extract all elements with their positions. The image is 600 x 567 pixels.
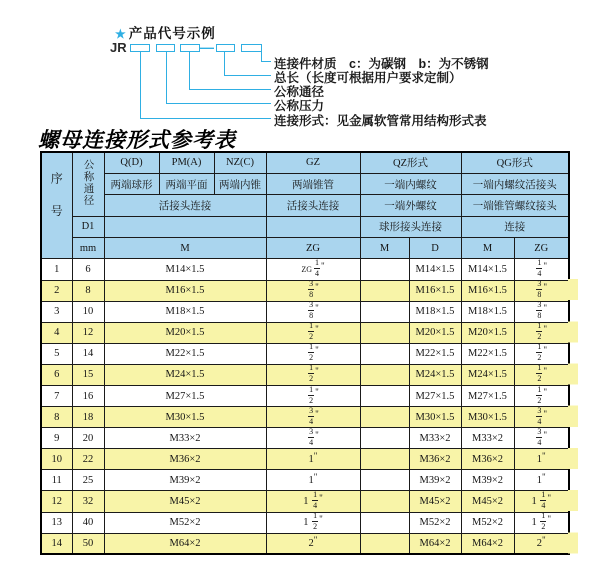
qz-m-cell [360, 533, 409, 554]
col-header-qz-unit1: M [360, 238, 409, 259]
qg-zg-cell: $\frac{1}{2}$ " [514, 386, 569, 407]
m-cell: M20×1.5 [104, 322, 266, 343]
qz-d-cell: M36×2 [409, 449, 461, 470]
qz-m-cell [360, 343, 409, 364]
col-header-union-conn: 活接头连接 [104, 195, 266, 216]
dn-cell: 12 [72, 322, 104, 343]
m-cell: M64×2 [104, 533, 266, 554]
empty-cell [104, 216, 266, 237]
qg-m-cell: M36×2 [461, 449, 514, 470]
col-header-qz-desc1: 一端内螺纹 [360, 173, 461, 194]
dn-cell: 14 [72, 343, 104, 364]
col-header-qz-desc2: 一端外螺纹 [360, 195, 461, 216]
seq-cell: 5 [41, 343, 72, 364]
qz-d-cell: M39×2 [409, 470, 461, 491]
dash-icon: — [200, 39, 214, 55]
table-row [41, 322, 569, 343]
code-label-length: 总长（长度可根据用户要求定制） [274, 71, 462, 85]
qz-m-cell [360, 301, 409, 322]
qg-zg-cell: $\frac{1}{4}$ " [514, 259, 569, 280]
col-header-gz-desc: 两端锥管 [266, 173, 360, 194]
table-row [41, 364, 569, 385]
col-header-union-unit: M [104, 238, 266, 259]
seq-cell: 14 [41, 533, 72, 554]
qg-zg-cell: $\frac{3}{8}$ " [514, 280, 569, 301]
col-header-dn [72, 152, 104, 216]
qz-m-cell [360, 280, 409, 301]
seq-cell: 6 [41, 364, 72, 385]
m-cell: M36×2 [104, 449, 266, 470]
qz-d-cell: M45×2 [409, 491, 461, 512]
row-highlight-bleed [568, 258, 578, 554]
qg-m-cell: M16×1.5 [461, 280, 514, 301]
qz-d-cell: M27×1.5 [409, 386, 461, 407]
qz-m-cell [360, 512, 409, 533]
code-box-3 [180, 44, 200, 52]
qz-d-cell: M16×1.5 [409, 280, 461, 301]
qg-zg-cell: $\frac{3}{4}$ " [514, 407, 569, 428]
qz-d-cell: M52×2 [409, 512, 461, 533]
qg-m-cell: M20×1.5 [461, 322, 514, 343]
code-box-4 [216, 44, 235, 52]
code-box-2 [156, 44, 175, 52]
qg-zg-cell: 1" [514, 470, 569, 491]
col-header-seq [41, 152, 72, 259]
seq-cell: 1 [41, 259, 72, 280]
gz-cell: 1 $\frac{1}{2}$ " [266, 512, 360, 533]
dn-cell: 20 [72, 428, 104, 449]
seq-cell: 9 [41, 428, 72, 449]
header-row-4 [41, 216, 569, 237]
seq-cell: 2 [41, 280, 72, 301]
qg-zg-cell: 1 $\frac{1}{4}$ " [514, 491, 569, 512]
col-header-q-desc: 两端球形 [104, 173, 159, 194]
m-cell: M45×2 [104, 491, 266, 512]
header-row-5 [41, 238, 569, 259]
code-box-1 [130, 44, 150, 52]
gz-cell: 1" [266, 449, 360, 470]
qz-m-cell [360, 491, 409, 512]
gz-cell: $\frac{3}{8}$ " [266, 301, 360, 322]
col-header-dn-text: 公称通径 [82, 159, 94, 207]
seq-cell: 3 [41, 301, 72, 322]
table-row [41, 470, 569, 491]
dn-cell: 50 [72, 533, 104, 554]
qz-d-cell: M64×2 [409, 533, 461, 554]
seq-cell: 4 [41, 322, 72, 343]
qg-m-cell: M22×1.5 [461, 343, 514, 364]
table-row [41, 386, 569, 407]
qz-d-cell: M30×1.5 [409, 407, 461, 428]
qg-m-cell: M24×1.5 [461, 364, 514, 385]
code-prefix: JR [110, 40, 127, 55]
col-header-q-code: Q(D) [104, 152, 159, 173]
code-box-5 [241, 44, 262, 52]
dn-cell: 25 [72, 470, 104, 491]
m-cell: M18×1.5 [104, 301, 266, 322]
dn-cell: 18 [72, 407, 104, 428]
col-header-mm: mm [72, 238, 104, 259]
gz-cell: $\frac{3}{4}$ " [266, 428, 360, 449]
qg-m-cell: M39×2 [461, 470, 514, 491]
gz-cell: 1" [266, 470, 360, 491]
qg-m-cell: M45×2 [461, 491, 514, 512]
code-label-material: 连接件材质 c：为碳钢 b：为不锈钢 [274, 57, 489, 71]
qz-m-cell [360, 364, 409, 385]
qg-zg-cell: 2" [514, 533, 569, 554]
qg-zg-cell: 1" [514, 449, 569, 470]
qz-d-cell: M14×1.5 [409, 259, 461, 280]
gz-cell: $\frac{1}{2}$ " [266, 322, 360, 343]
col-header-qg-conn: 连接 [461, 216, 569, 237]
code-label-diameter: 公称通径 [274, 85, 325, 99]
nut-connection-reference-table [40, 151, 570, 555]
col-header-qz-unit2: D [409, 238, 461, 259]
qg-zg-cell: $\frac{1}{2}$ " [514, 364, 569, 385]
table-row [41, 343, 569, 364]
col-header-qg-code: QG形式 [461, 152, 569, 173]
table-row [41, 449, 569, 470]
qg-m-cell: M64×2 [461, 533, 514, 554]
gz-cell: 1 $\frac{1}{4}$ " [266, 491, 360, 512]
qz-d-cell: M22×1.5 [409, 343, 461, 364]
seq-cell: 8 [41, 407, 72, 428]
qg-zg-cell: $\frac{3}{4}$ " [514, 428, 569, 449]
table-row [41, 491, 569, 512]
gz-cell: 2" [266, 533, 360, 554]
qz-m-cell [360, 470, 409, 491]
seq-cell: 13 [41, 512, 72, 533]
qz-d-cell: M18×1.5 [409, 301, 461, 322]
qz-d-cell: M33×2 [409, 428, 461, 449]
qz-m-cell [360, 259, 409, 280]
gz-cell: $\frac{1}{2}$ " [266, 364, 360, 385]
gz-cell: $\frac{1}{2}$ " [266, 343, 360, 364]
table-row [41, 259, 569, 280]
col-header-gz-unit: ZG [266, 238, 360, 259]
col-header-gz-code: GZ [266, 152, 360, 173]
header-row-3 [41, 195, 569, 216]
qg-zg-cell: $\frac{1}{2}$ " [514, 322, 569, 343]
code-label-pressure: 公称压力 [274, 99, 325, 113]
col-header-pm-desc: 两端平面 [159, 173, 214, 194]
table-row [41, 428, 569, 449]
m-cell: M52×2 [104, 512, 266, 533]
col-header-pm-code: PM(A) [159, 152, 214, 173]
header-row-1 [41, 152, 569, 173]
col-header-d1: D1 [72, 216, 104, 237]
dn-cell: 10 [72, 301, 104, 322]
dn-cell: 40 [72, 512, 104, 533]
qg-m-cell: M27×1.5 [461, 386, 514, 407]
dn-cell: 15 [72, 364, 104, 385]
header-row-2 [41, 173, 569, 194]
connector-line-form [140, 52, 271, 119]
m-cell: M30×1.5 [104, 407, 266, 428]
qz-m-cell [360, 407, 409, 428]
qg-m-cell: M18×1.5 [461, 301, 514, 322]
col-header-qg-unit2: ZG [514, 238, 569, 259]
col-header-nz-code: NZ(C) [214, 152, 266, 173]
table-row [41, 512, 569, 533]
gz-cell: $\frac{3}{4}$ " [266, 407, 360, 428]
code-label-form: 连接形式：见金属软管常用结构形式表 [274, 114, 487, 128]
table-title: 螺母连接形式参考表 [38, 128, 236, 152]
m-cell: M33×2 [104, 428, 266, 449]
col-header-qg-desc2: 一端锥管螺纹接头 [461, 195, 569, 216]
gz-cell: $\frac{1}{2}$ " [266, 386, 360, 407]
m-cell: M22×1.5 [104, 343, 266, 364]
qg-m-cell: M14×1.5 [461, 259, 514, 280]
dn-cell: 6 [72, 259, 104, 280]
seq-cell: 12 [41, 491, 72, 512]
dn-cell: 32 [72, 491, 104, 512]
seq-cell: 11 [41, 470, 72, 491]
qz-m-cell [360, 449, 409, 470]
col-header-qz-code: QZ形式 [360, 152, 461, 173]
m-cell: M14×1.5 [104, 259, 266, 280]
qg-m-cell: M30×1.5 [461, 407, 514, 428]
qz-m-cell [360, 428, 409, 449]
dn-cell: 8 [72, 280, 104, 301]
qz-m-cell [360, 386, 409, 407]
qz-d-cell: M24×1.5 [409, 364, 461, 385]
empty-cell [266, 216, 360, 237]
dn-cell: 22 [72, 449, 104, 470]
col-header-qg-desc1: 一端内螺纹活接头 [461, 173, 569, 194]
star-icon: ★ [115, 27, 127, 41]
gz-cell: $\frac{3}{8}$ " [266, 280, 360, 301]
table-row [41, 407, 569, 428]
gz-cell: ZG $\frac{1}{4}$ " [266, 259, 360, 280]
qg-zg-cell: $\frac{1}{2}$ " [514, 343, 569, 364]
qz-d-cell: M20×1.5 [409, 322, 461, 343]
col-header-qz-conn: 球形接头连接 [360, 216, 461, 237]
seq-cell: 7 [41, 386, 72, 407]
table-row [41, 280, 569, 301]
qg-m-cell: M52×2 [461, 512, 514, 533]
col-header-seq-text: 序号 [49, 171, 64, 237]
col-header-gz-conn: 活接头连接 [266, 195, 360, 216]
col-header-qg-unit1: M [461, 238, 514, 259]
qg-m-cell: M33×2 [461, 428, 514, 449]
m-cell: M39×2 [104, 470, 266, 491]
qz-m-cell [360, 322, 409, 343]
m-cell: M24×1.5 [104, 364, 266, 385]
qg-zg-cell: 1 $\frac{1}{2}$ " [514, 512, 569, 533]
table-row [41, 533, 569, 554]
dn-cell: 16 [72, 386, 104, 407]
qg-zg-cell: $\frac{3}{8}$ " [514, 301, 569, 322]
seq-cell: 10 [41, 449, 72, 470]
col-header-nz-desc: 两端内锥 [214, 173, 266, 194]
m-cell: M27×1.5 [104, 386, 266, 407]
table-row [41, 301, 569, 322]
m-cell: M16×1.5 [104, 280, 266, 301]
product-code-heading-text: 产品代号示例 [128, 26, 216, 41]
